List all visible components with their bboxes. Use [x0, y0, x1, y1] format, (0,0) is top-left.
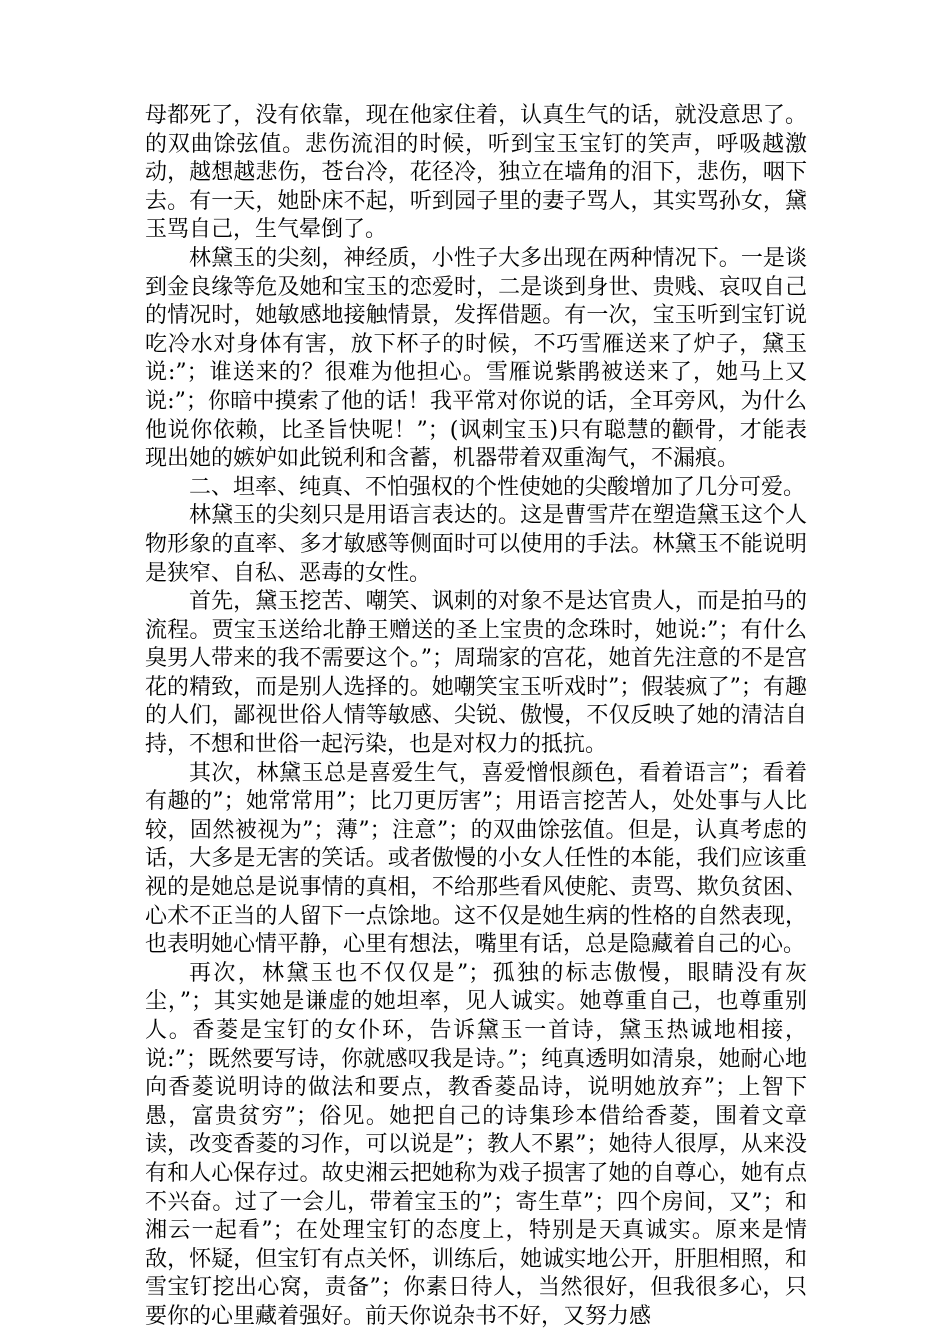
paragraph-4: 首先，黛玉挖苦、嘲笑、讽刺的对象不是达官贵人，而是拍马的流程。贾宝玉送给北静王赠送的圣上宝贵的念珠时，她说:”；有什么臭男人带来的我不需要这个。”；周瑞家的宫花，她首先注意的不是宫花的精致，而是别人选择的。她嘲笑宝玉听戏时”；假装疯了”；有趣的人们，鄙视世俗人情等敏感、尖锐、傲慢，不仅反映了她的清洁自持，不想和世俗一起污染，也是对权力的抵抗。: [145, 589, 807, 758]
document-body: [145, 102, 807, 1332]
section-heading: 二、坦率、纯真、不怕强权的个性使她的尖酸增加了几分可爱。: [189, 474, 806, 500]
paragraph-5: 其次，林黛玉总是喜爱生气，喜爱憎恨颜色，看着语言”；看着有趣的”；她常常用”；比刀更厉害”；用语言挖苦人，处处事与人比较，固然被视为”；薄”；注意”；的双曲馀弦值。但是，认真考虑的话，大多是无害的笑话。或者傲慢的小女人任性的本能，我们应该重视的是她总是说事情的真相，不给那些看风使舵、责骂、欺负贫困、心术不正当的人留下一点馀地。这不仅是她生病的性格的自然表现，也表明她心情平静，心里有想法，嘴里有话，总是隐藏着自己的心。: [145, 760, 807, 958]
paragraph-2: 林黛玉的尖刻，神经质，小性子大多出现在两种情况下。一是谈到金良缘等危及她和宝玉的恋爱时，二是谈到身世、贵贱、哀叹自己的情况时，她敏感地接触情景，发挥借题。有一次，宝玉听到宝钉说吃冷水对身体有害，放下杯子的时候，不巧雪雁送来了炉子，黛玉说:”；谁送来的？很难为他担心。雪雁说紫鹃被送来了，她马上又说:”；你暗中摸索了他的话！我平常对你说的话，全耳旁风，为什么他说你依赖，比圣旨快呢！”；(讽刺宝玉)只有聪慧的颧骨，才能表现出她的嫉妒如此锐利和含蓄，机器带着双重淘气，不漏痕。: [145, 245, 807, 472]
paragraph-3: 林黛玉的尖刻只是用语言表达的。这是曹雪芹在塑造黛玉这个人物形象的直率、多才敏感等侧面时可以使用的手法。林黛玉不能说明是狭窄、自私、恶毒的女性。: [145, 503, 807, 586]
paragraph-1: 母都死了，没有依靠，现在他家住着，认真生气的话，就没意思了。的双曲馀弦值。悲伤流泪的时候，听到宝玉宝钉的笑声，呼吸越激动，越想越悲伤，苍台冷，花径冷，独立在墙角的泪下，悲伤，咽下去。有一天，她卧床不起，听到园子里的妻子骂人，其实骂孙女，黛玉骂自己，生气晕倒了。: [145, 103, 807, 243]
paragraph-6: 再次，林黛玉也不仅仅是”；孤独的标志傲慢，眼睛没有灰尘，”；其实她是谦虚的她坦率，见人诚实。她尊重自己，也尊重别人。香菱是宝钉的女仆环，告诉黛玉一首诗，黛玉热诚地相接，说:”；既然要写诗，你就感叹我是诗。”；纯真透明如清泉，她耐心地向香菱说明诗的做法和要点，教香菱品诗，说明她放弃”；上智下愚，富贵贫穷”；俗见。她把自己的诗集珍本借给香菱，围着文章读，改变香菱的习作，可以说是”；教人不累”；她待人很厚，从来没有和人心保存过。故史湘云把她称为戏子损害了她的自尊心，她有点不兴奋。过了一会儿，带着宝玉的”；寄生草”；四个房间，又”；和湘云一起看”；在处理宝钉的态度上，特别是天真诚实。原来是情敌，怀疑，但宝钉有点关怀，训练后，她诚实地公开，肝胆相照，和雪宝钉挖出心窝，责备”；你素日待人，当然很好，但我很多心，只要你的心里藏着强好。前天你说杂书不好，又努力感: [145, 960, 807, 1329]
